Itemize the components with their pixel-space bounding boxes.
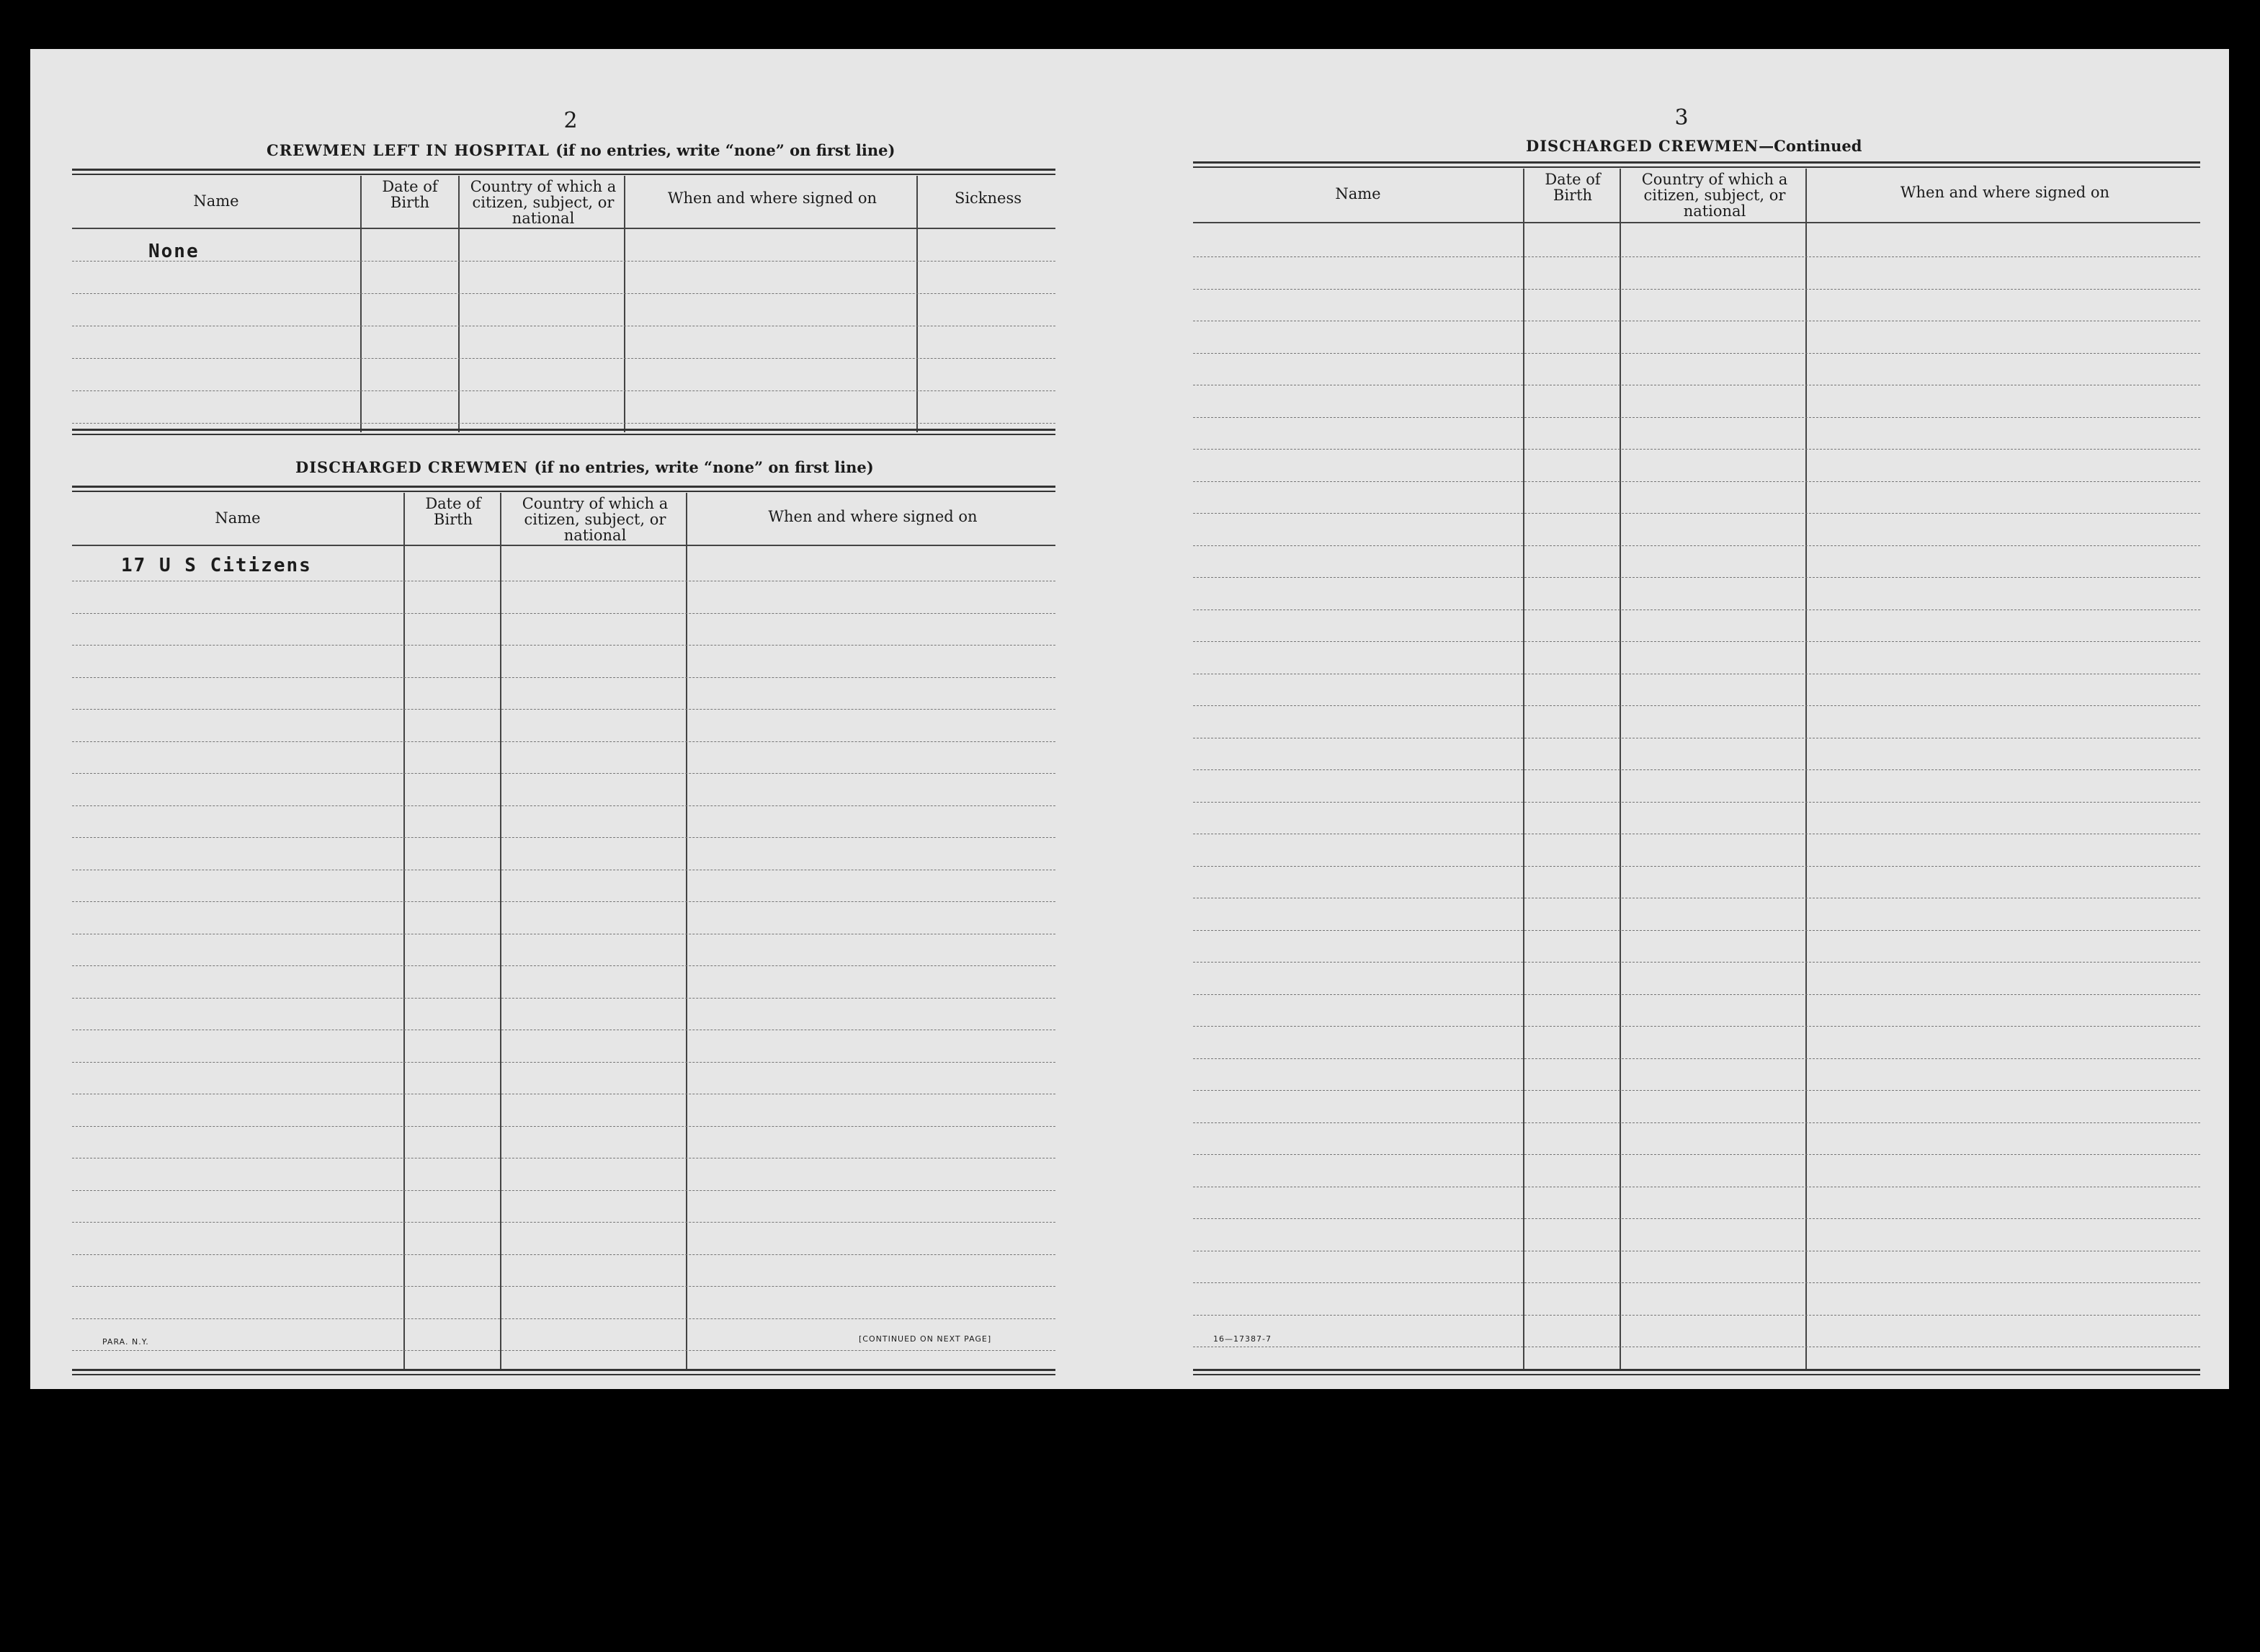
row-ruling <box>1193 1026 2200 1027</box>
hospital-header-rule <box>72 228 1055 229</box>
row-ruling <box>1193 545 2200 546</box>
row-ruling <box>1193 769 2200 770</box>
row-ruling <box>72 1190 1055 1191</box>
row-ruling <box>72 837 1055 838</box>
hospital-col-sickness: Sickness <box>954 189 1022 207</box>
right-col-country: Country of which a citizen, subject, or national <box>1641 171 1788 220</box>
hospital-col-signed: When and where signed on <box>667 189 877 207</box>
hospital-col-dob: Date of Birth <box>382 178 438 211</box>
discharged-title-text: DISCHARGED CREWMEN <box>295 458 529 476</box>
row-ruling <box>1193 1058 2200 1059</box>
row-ruling <box>72 1286 1055 1287</box>
page-number-left: 2 <box>563 108 578 133</box>
page-number-right: 3 <box>1674 105 1689 130</box>
row-ruling <box>72 1318 1055 1319</box>
discharged-col-name: Name <box>215 509 261 527</box>
row-ruling <box>72 1222 1055 1223</box>
hospital-top-rule <box>72 169 1055 175</box>
discharged-entry: 17 U S Citizens <box>121 555 312 576</box>
row-ruling <box>72 709 1055 710</box>
row-ruling <box>72 358 1055 359</box>
row-ruling <box>72 805 1055 806</box>
right-section-title <box>1526 137 1862 155</box>
row-ruling <box>1193 289 2200 290</box>
row-ruling <box>1193 1315 2200 1316</box>
row-ruling <box>72 773 1055 774</box>
row-ruling <box>1193 705 2200 706</box>
row-ruling <box>72 965 1055 966</box>
right-bottom-rule <box>1193 1369 2200 1375</box>
hospital-col-name: Name <box>193 192 239 210</box>
hospital-bottom-rule <box>72 429 1055 435</box>
discharged-instruction: (if no entries, write “none” on first line) <box>534 458 874 476</box>
row-ruling <box>1193 1122 2200 1123</box>
row-ruling <box>1193 256 2200 257</box>
row-ruling <box>1193 1090 2200 1091</box>
row-ruling <box>72 1254 1055 1255</box>
discharged-header-rule <box>72 545 1055 546</box>
row-ruling <box>1193 353 2200 354</box>
row-ruling <box>72 741 1055 742</box>
discharged-col-country: Country of which a citizen, subject, or national <box>522 495 669 544</box>
hospital-section-title <box>267 141 895 159</box>
row-ruling <box>1193 1218 2200 1219</box>
printer-mark: PARA. N.Y. <box>102 1337 149 1347</box>
right-title-continued: —Continued <box>1759 137 1862 155</box>
row-ruling <box>72 423 1055 424</box>
discharged-top-rule <box>72 486 1055 492</box>
hospital-col-country: Country of which a citizen, subject, or national <box>470 178 617 227</box>
row-ruling <box>1193 481 2200 482</box>
row-ruling <box>1193 994 2200 995</box>
row-ruling <box>1193 866 2200 867</box>
row-ruling <box>1193 1154 2200 1155</box>
row-ruling <box>1193 930 2200 931</box>
row-ruling <box>1193 449 2200 450</box>
row-ruling <box>72 901 1055 902</box>
right-col-dob: Date of Birth <box>1545 171 1601 204</box>
discharged-col-dob: Date of Birth <box>425 495 481 528</box>
row-ruling <box>1193 802 2200 803</box>
row-ruling <box>72 613 1055 614</box>
row-ruling <box>72 1062 1055 1063</box>
row-ruling <box>72 1350 1055 1351</box>
discharged-col-signed: When and where signed on <box>768 508 978 525</box>
discharged-bottom-rule <box>72 1369 1055 1375</box>
right-title-text: DISCHARGED CREWMEN <box>1526 137 1759 155</box>
row-ruling <box>1193 1282 2200 1283</box>
row-ruling <box>72 998 1055 999</box>
row-ruling <box>72 293 1055 294</box>
hospital-title-text: CREWMEN LEFT IN HOSPITAL <box>267 141 550 159</box>
discharged-section-title <box>295 458 874 476</box>
row-ruling <box>72 677 1055 678</box>
right-top-rule <box>1193 161 2200 168</box>
row-ruling <box>1193 577 2200 578</box>
row-ruling <box>1193 417 2200 418</box>
right-col-name: Name <box>1335 185 1381 202</box>
row-ruling <box>1193 641 2200 642</box>
row-ruling <box>72 1126 1055 1127</box>
hospital-entry-none: None <box>148 241 200 262</box>
row-ruling <box>72 261 1055 262</box>
row-ruling <box>1193 513 2200 514</box>
document-sheet <box>30 49 2229 1389</box>
row-ruling <box>72 390 1055 391</box>
form-code: 16—17387-7 <box>1213 1334 1272 1344</box>
right-header-rule <box>1193 222 2200 223</box>
row-ruling <box>72 645 1055 646</box>
hospital-instruction: (if no entries, write “none” on first line) <box>555 141 895 159</box>
row-ruling <box>1193 962 2200 963</box>
continued-note: [CONTINUED ON NEXT PAGE] <box>859 1334 992 1344</box>
right-col-signed: When and where signed on <box>1900 184 2110 201</box>
